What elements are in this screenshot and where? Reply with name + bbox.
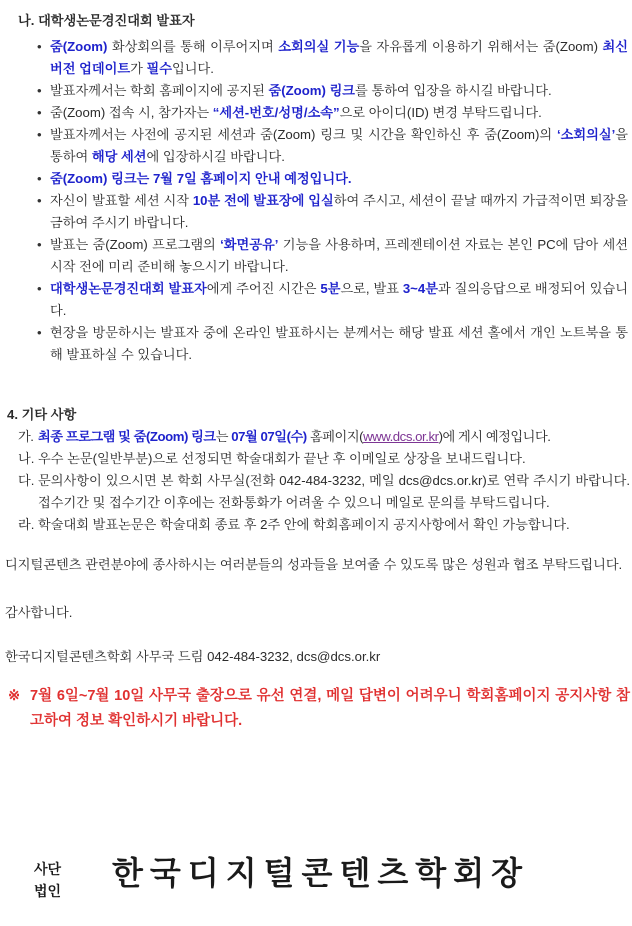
text-run: 학술대회 발표논문은 학술대회 종료 후 2주 안에 학회홈페이지 공지사항에서 확인 가능합니다. [38, 517, 570, 532]
org-type-badge [34, 858, 61, 902]
item-label: 라. [18, 517, 35, 532]
bullet-item [36, 80, 628, 102]
text-run: 대학생논문경진대회 발표자 [50, 281, 207, 296]
bullet-icon: • [37, 237, 42, 252]
text-run: 을 자유롭게 이용하기 위해서는 줌(Zoom) [359, 39, 603, 54]
thanks-line: 감사합니다. [5, 605, 73, 620]
org-type-line: 법인 [34, 883, 62, 899]
text-run: 5분 [320, 281, 341, 296]
text-run: 과 질의응답으로 배정되어 있습니다. [50, 281, 628, 318]
text-run: 줌(Zoom) 링크는 7월 7일 홈페이지 안내 예정입니다. [50, 171, 352, 186]
text-run: 에 입장하시길 바랍니다. [146, 149, 285, 164]
text-run: 자신이 발표할 세션 시작 [50, 193, 193, 208]
notice-text: 7월 6일~7월 10일 사무국 출장으로 유선 연결, 메일 답변이 어려우니 학회홈페이지 공지사항 참고하여 정보 확인하시기 바랍니다. [30, 688, 630, 729]
bullet-item [36, 190, 628, 234]
text-run: 입니다. [172, 61, 214, 76]
bullet-item [36, 102, 628, 124]
text-run: 홈페이지( [306, 429, 364, 444]
text-run: 07월 07일(수) [231, 429, 307, 444]
section-4 [0, 404, 632, 536]
text-run: 하여 주시고, 세션이 끝날 때까지 가급적이면 퇴장을 금하여 주시기 바랍니다. [50, 193, 629, 230]
text-run: 최신 버전 업데이트 [50, 39, 628, 76]
section-4-heading: 4. 기타 사항 [7, 407, 77, 422]
signoff-line: 한국디지털콘텐츠학회 사무국 드림 042-484-3232, dcs@dcs.or.kr [5, 649, 381, 664]
text-run: 가 [130, 61, 147, 76]
section-b-bullet-list [36, 36, 628, 366]
text-run: 줌(Zoom) 접속 시, 참가자는 [50, 105, 213, 120]
text-run: 현장을 방문하시는 발표자 중에 온라인 발표하시는 분께서는 해당 발표 세션 홀에서 개인 노트북을 통해 발표하실 수 있습니다. [50, 325, 628, 362]
bullet-item [36, 168, 628, 190]
signature-name: 한국디지털콘텐츠학회장 [112, 855, 530, 891]
bullet-icon: • [37, 105, 42, 120]
closing-paragraph: 디지털콘텐츠 관련분야에 종사하시는 여러분들의 성과들을 보여줄 수 있도록 많은 성원과 협조 부탁드립니다. [5, 557, 623, 572]
text-run: 화상회의를 통해 이루어지며 [107, 39, 279, 54]
text-run: 필수 [146, 61, 172, 76]
homepage-link[interactable]: www.dcs.or.kr [363, 429, 439, 444]
list-item [18, 448, 630, 470]
text-run: 발표자께서는 학회 홈페이지에 공지된 [50, 83, 269, 98]
bullet-icon: • [37, 83, 42, 98]
text-run: 줌(Zoom) [50, 39, 108, 54]
org-type-line: 사단 [34, 861, 62, 877]
text-run: 소회의실 기능 [278, 39, 360, 54]
section-b-heading: 나. 대학생논문경진대회 발표자 [18, 13, 195, 28]
bullet-icon: • [37, 127, 42, 142]
text-run: 는 [215, 429, 232, 444]
red-notice [0, 684, 630, 734]
bullet-item [36, 36, 628, 80]
text-run: 발표자께서는 사전에 공지된 세션과 줌(Zoom) 링크 및 시간을 확인하신 후 줌(Zoom)의 [50, 127, 557, 142]
text-run: 기능을 사용하며, 프레젠테이션 자료는 본인 PC에 담아 세션 시작 전에 미리 준비해 놓으시기 바랍니다. [50, 237, 628, 274]
text-run: 으로 아이디(ID) 변경 부탁드립니다. [339, 105, 542, 120]
text-run: 10분 전에 발표장에 입실 [192, 193, 334, 208]
bullet-item [36, 278, 628, 322]
text-run: 최종 프로그램 및 줌(Zoom) 링크 [38, 429, 216, 444]
text-run: 를 통하여 입장을 하시길 바랍니다. [355, 83, 552, 98]
text-run: 으로, 발표 [340, 281, 403, 296]
text-run: 3~4분 [402, 281, 438, 296]
bullet-item [36, 234, 628, 278]
text-run: ‘화면공유’ [220, 237, 279, 252]
text-run: 해당 세션 [91, 149, 147, 164]
text-run: ‘소회의실’ [556, 127, 616, 142]
text-run: 을 통하여 [50, 127, 628, 164]
list-item [18, 426, 630, 448]
text-run: 에게 주어진 시간은 [206, 281, 321, 296]
text-run: “세션-번호/성명/소속” [212, 105, 340, 120]
bullet-icon: • [37, 193, 42, 208]
item-label: 다. [18, 473, 35, 488]
bullet-item [36, 124, 628, 168]
list-item [18, 514, 630, 536]
text-run: 문의사항이 있으시면 본 학회 사무실(전화 042-484-3232, 메일 dcs@dcs.or.kr)로 연락 주시기 바랍니다. 접수기간 및 접수기간 이후에는 전화통화가 어려울 수 있으니 메일로 문의를 부탁드립니다. [38, 473, 630, 510]
bullet-icon: • [37, 171, 42, 186]
reference-mark-icon: ※ [8, 688, 21, 704]
item-label: 가. [18, 429, 34, 444]
bullet-icon: • [37, 325, 42, 340]
text-run: )에 게시 예정입니다. [438, 429, 551, 444]
text-run: 줌(Zoom) 링크 [268, 83, 356, 98]
item-label: 나. [18, 451, 35, 466]
bullet-icon: • [37, 39, 42, 54]
bullet-item [36, 322, 628, 366]
text-run: 발표는 줌(Zoom) 프로그램의 [50, 237, 221, 252]
bullet-icon: • [37, 281, 42, 296]
section-4-items [18, 426, 630, 536]
text-run: 우수 논문(일반부분)으로 선정되면 학술대회가 끝난 후 이메일로 상장을 보내드립니다. [38, 451, 526, 466]
list-item [18, 470, 630, 514]
